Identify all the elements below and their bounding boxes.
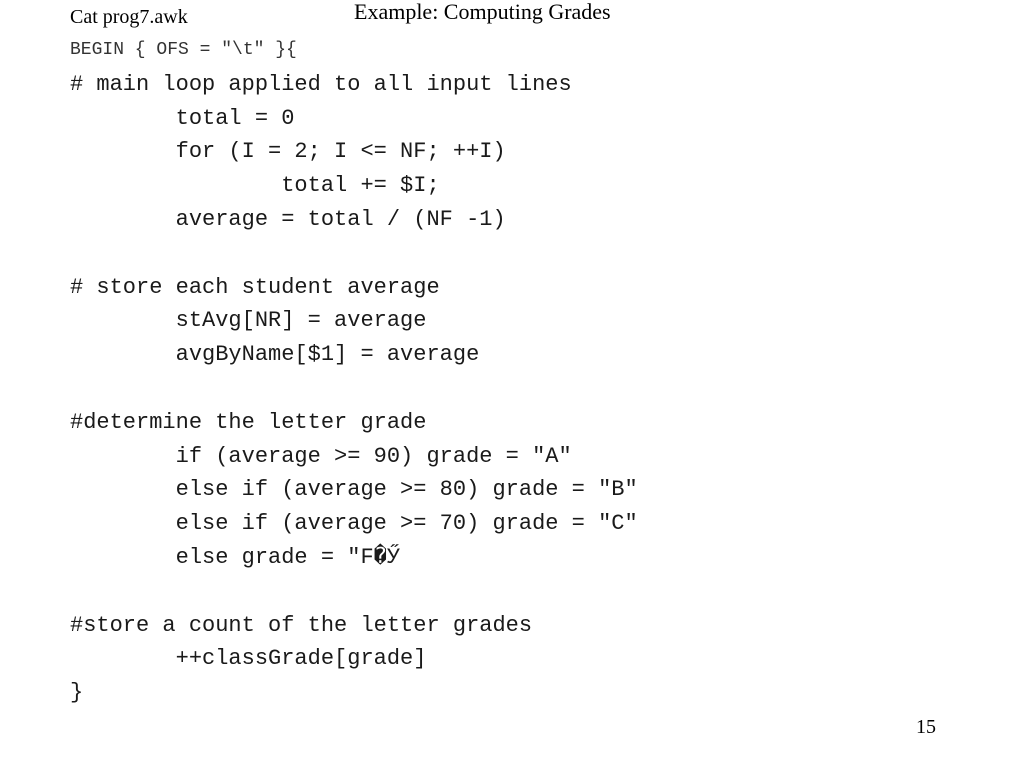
code-block [70,34,638,710]
code-line: average = total / (NF -1) [70,206,506,232]
file-name-label: Cat prog7.awk [70,6,188,28]
code-line: #determine the letter grade [70,409,427,435]
code-line: ++classGrade[grade] [70,646,427,672]
code-line: BEGIN { OFS = "\t" }{ [70,40,297,60]
code-line: else if (average >= 80) grade = "B" [70,477,638,503]
code-line: total += $I; [70,173,440,199]
code-line: # store each student average [70,274,440,300]
code-line: #store a count of the letter grades [70,612,533,638]
page-number: 15 [916,716,936,738]
code-line: if (average >= 90) grade = "A" [70,443,572,469]
code-line: else grade = "F�Ӳ [70,544,401,570]
code-line: # main loop applied to all input lines [70,71,572,97]
slide-title: Example: Computing Grades [354,0,611,24]
code-line: else if (average >= 70) grade = "C" [70,511,638,537]
code-line: for (I = 2; I <= NF; ++I) [70,139,506,165]
code-line-blank [70,372,638,406]
code-line: total = 0 [70,105,295,131]
code-line-blank [70,237,638,271]
code-line-blank [70,575,638,609]
code-line: } [70,680,84,706]
code-line: stAvg[NR] = average [70,308,427,334]
code-line: avgByName[$1] = average [70,342,480,368]
